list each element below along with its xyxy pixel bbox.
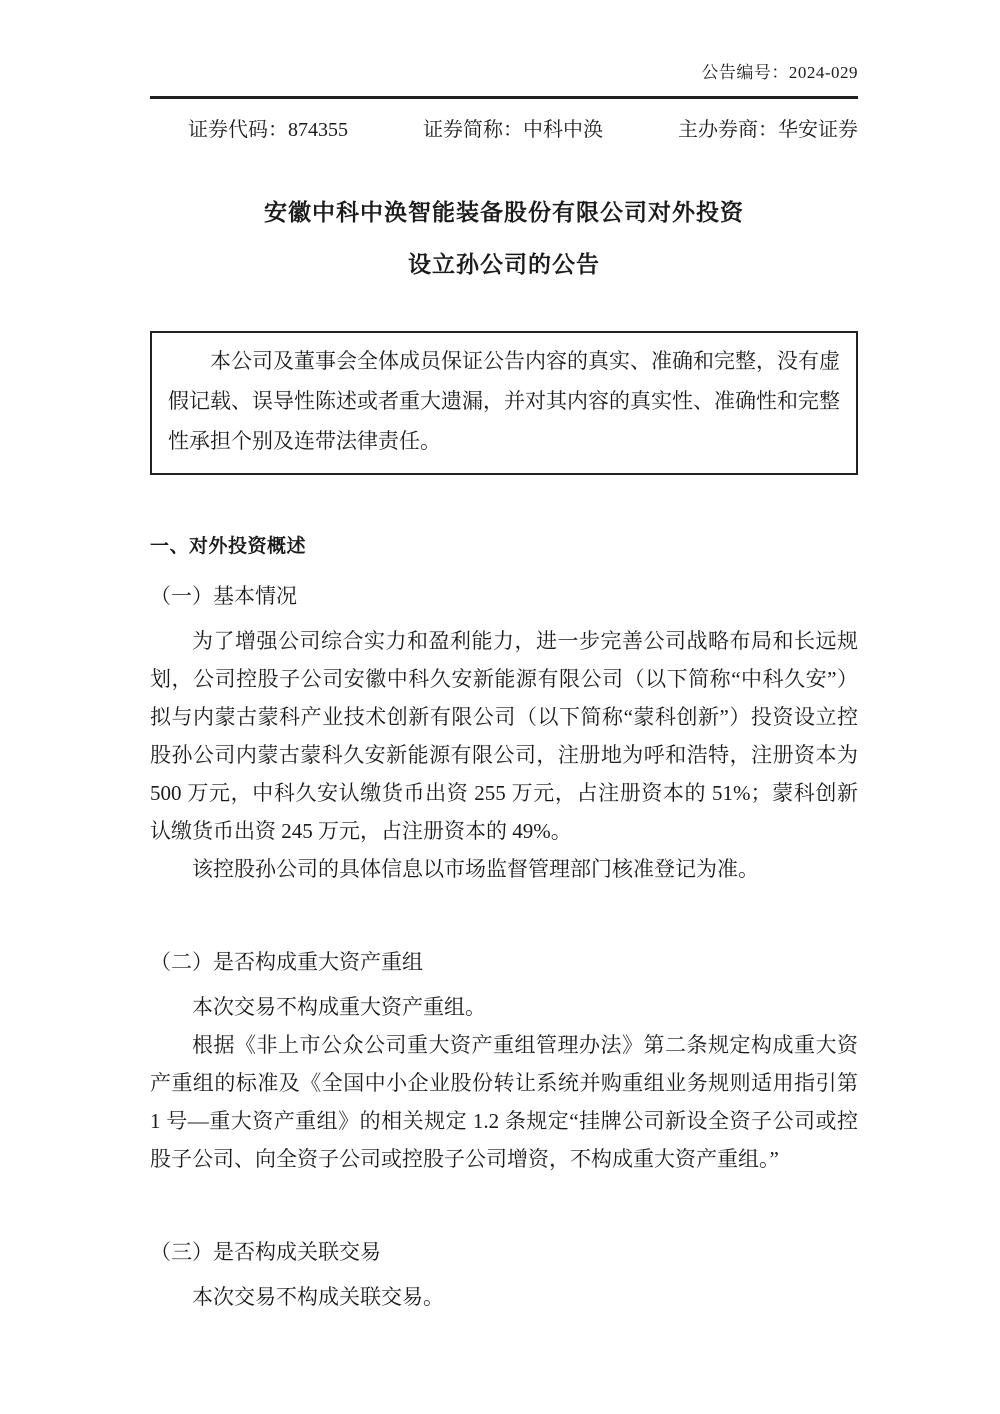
- paragraph-basic-info-2: 该控股孙公司的具体信息以市场监督管理部门核准登记为准。: [192, 857, 759, 881]
- paragraph-basic-info-1: 为了增强公司综合实力和盈利能力，进一步完善公司战略布局和长远规划，公司控股子公司安徽中科久安新能源有限公司（以下简称“中科久安”）拟与内蒙古蒙科产业技术创新有限公司（以下简称“蒙科创新”）投资设立控股孙公司内蒙古蒙科久安新能源有限公司，注册地为呼和浩特，注册资本为 500 万元，中科久安认缴货币出资 255 万元，占注册资本的 51%；蒙科创新认缴货币出资 245 万元，占注册资本的 49%。: [150, 629, 858, 843]
- paragraph-restructuring-1: 本次交易不构成重大资产重组。: [192, 995, 486, 1019]
- paragraph-restructuring-2: 根据《非上市公众公司重大资产重组管理办法》第二条规定构成重大资产重组的标准及《全国中小企业股份转让系统并购重组业务规则适用指引第 1 号—重大资产重组》的相关规定 1.2 条规定“挂牌公司新设全资子公司或控股子公司、向全资子公司或控股子公司增资，不构成重大资产重组。”: [150, 1033, 858, 1171]
- subsection-heading-related-transaction: （三）是否构成关联交易: [150, 1240, 381, 1264]
- document-title-line-2: 设立孙公司的公告: [408, 252, 600, 277]
- header-divider: [150, 96, 858, 99]
- subsection-heading-major-asset-restructuring: （二）是否构成重大资产重组: [150, 950, 423, 974]
- disclaimer-box: [150, 331, 858, 475]
- securities-code: 证券代码：874355: [188, 119, 348, 141]
- announcement-number: 公告编号：2024-029: [701, 63, 858, 82]
- paragraph-related-transaction-1: 本次交易不构成关联交易。: [192, 1285, 444, 1309]
- securities-row: [150, 117, 858, 143]
- section-heading-overview: 一、对外投资概述: [150, 536, 307, 557]
- disclaimer-text: 本公司及董事会全体成员保证公告内容的真实、准确和完整，没有虚假记载、误导性陈述或者重大遗漏，并对其内容的真实性、准确性和完整性承担个别及连带法律责任。: [168, 349, 840, 453]
- document-title: [150, 187, 858, 291]
- sponsor-broker: 主办券商：华安证券: [678, 119, 858, 141]
- document-title-line-1: 安徽中科中涣智能装备股份有限公司对外投资: [264, 200, 744, 225]
- subsection-heading-basic-info: （一）基本情况: [150, 584, 297, 608]
- securities-short-name: 证券简称：中科中涣: [423, 119, 603, 141]
